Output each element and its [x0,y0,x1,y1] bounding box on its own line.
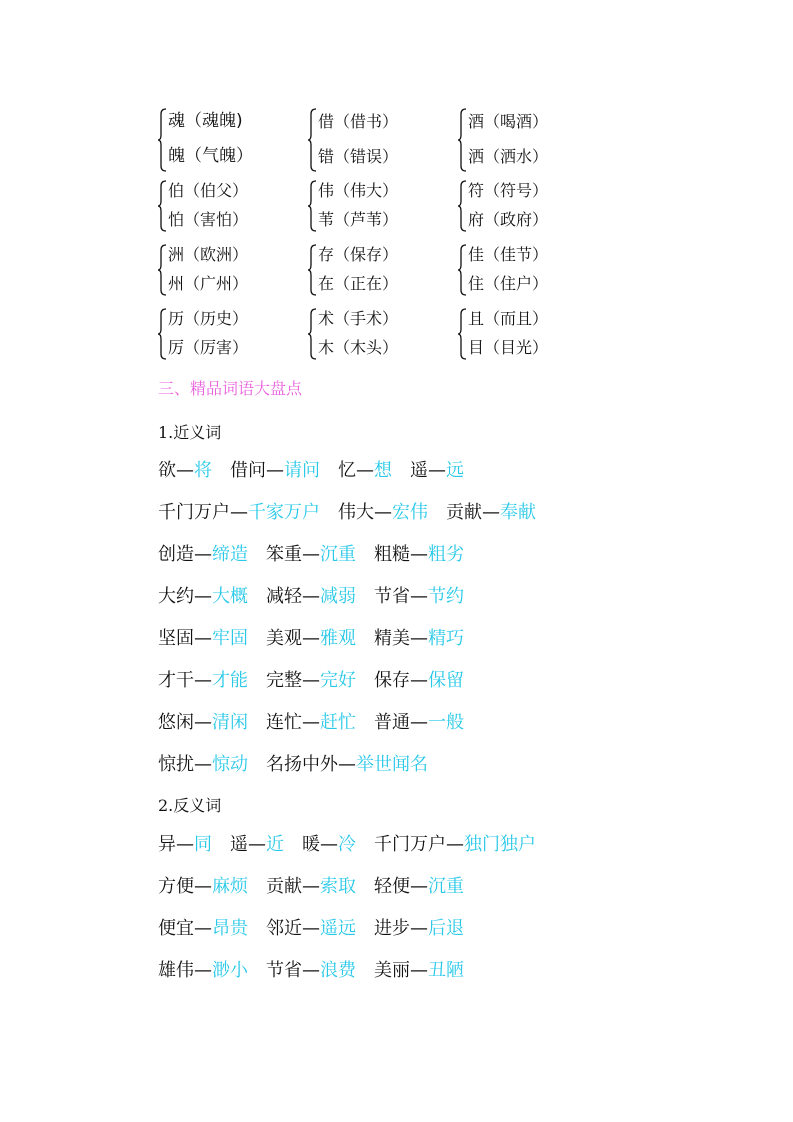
word-entry [158,744,248,786]
answer-word: 完好 [320,670,356,691]
pair-line: 怕（害怕） [168,210,249,229]
brace-icon [458,180,467,232]
pair-line: 州（广州） [168,274,249,293]
word: 美丽— [374,960,428,981]
answer-word: 丑陋 [428,960,464,981]
pair-line: 住（住户） [468,274,549,293]
answer-word: 保留 [428,670,464,691]
answer-word: 牢固 [212,628,248,649]
pair-line: 魂（魂魄) [168,111,243,131]
word: 遥— [230,834,266,855]
word: 遥— [410,460,446,481]
word: 保存— [374,670,428,691]
answer-word: 麻烦 [212,876,248,897]
pair-line: 且（而且） [468,309,549,328]
word-entry [266,950,356,992]
word: 贡献— [446,502,500,523]
word: 粗糙— [374,544,428,565]
word-entry [158,824,212,866]
word-line [158,534,554,576]
answer-word: 赶忙 [320,712,356,733]
answer-word: 遥远 [320,918,356,939]
answer-word: 清闲 [212,712,248,733]
word: 贡献— [266,876,320,897]
pair-row [158,304,578,368]
character-pairs [158,104,578,368]
answer-word: 昂贵 [212,918,248,939]
answer-word: 精巧 [428,628,464,649]
word-entry [302,824,356,866]
synonyms-list [158,450,554,786]
word-line [158,450,554,492]
word: 连忙— [266,712,320,733]
word-entry [446,492,536,534]
word: 大约— [158,586,212,607]
word-line [158,744,554,786]
word-entry [266,702,356,744]
answer-word: 千家万户 [248,502,320,523]
word: 千门万户— [158,502,248,523]
pair-line: 伟（伟大） [318,181,399,200]
antonyms-heading: 2.反义词 [158,796,222,815]
word: 节省— [374,586,428,607]
word: 悠闲— [158,712,212,733]
word-entry [266,744,428,786]
word-entry [374,908,464,950]
answer-word: 浪费 [320,960,356,981]
answer-word: 远 [446,460,464,481]
word: 完整— [266,670,320,691]
brace-icon [158,308,167,360]
word: 进步— [374,918,428,939]
pair-row [158,240,578,304]
answer-word: 缔造 [212,544,248,565]
word-entry [338,450,392,492]
pair-line: 酒（喝酒） [468,112,549,131]
word: 普通— [374,712,428,733]
word: 暖— [302,834,338,855]
word-line [158,576,554,618]
word: 精美— [374,628,428,649]
answer-word: 才能 [212,670,248,691]
answer-word: 索取 [320,876,356,897]
answer-word: 后退 [428,918,464,939]
brace-icon [308,108,317,172]
word-entry [338,492,428,534]
pair-line: 洲（欧洲） [168,245,249,264]
word: 异— [158,834,194,855]
word-line [158,702,554,744]
word: 美观— [266,628,320,649]
word-entry [374,660,464,702]
word-line [158,950,554,992]
answer-word: 近 [266,834,284,855]
word-line [158,492,554,534]
pair-line: 木（木头） [318,338,399,357]
word-line [158,908,554,950]
word: 创造— [158,544,212,565]
pair-line: 术（手术） [318,309,399,328]
pair-line: 在（正在） [318,274,399,293]
word-entry [158,660,248,702]
brace-icon [158,108,167,172]
pair-line: 苇（芦苇） [318,210,399,229]
word-entry [230,450,320,492]
synonyms-heading: 1.近义词 [158,423,222,442]
brace-icon [308,244,317,296]
section-title: 三、精品词语大盘点 [158,379,303,398]
answer-word: 雅观 [320,628,356,649]
brace-icon [158,180,167,232]
word: 减轻— [266,586,320,607]
answer-word: 粗劣 [428,544,464,565]
pair-line: 历（历史） [168,309,249,328]
word-entry [266,618,356,660]
word-line [158,660,554,702]
word: 才干— [158,670,212,691]
pair-line: 目（目光） [468,338,549,357]
word-entry [374,576,464,618]
pair-line: 符（符号） [468,181,549,200]
pair-row [158,104,578,176]
answer-word: 节约 [428,586,464,607]
word: 邻近— [266,918,320,939]
word: 千门万户— [374,834,464,855]
word: 笨重— [266,544,320,565]
answer-word: 宏伟 [392,502,428,523]
answer-word: 减弱 [320,586,356,607]
word: 借问— [230,460,284,481]
pair-line: 佳（佳节） [468,245,549,264]
pair-line: 魄（气魄） [168,146,253,166]
word-line [158,618,554,660]
word: 忆— [338,460,374,481]
word-entry [266,660,356,702]
word: 欲— [158,460,194,481]
answer-word: 冷 [338,834,356,855]
word-entry [158,702,248,744]
word-entry [158,866,248,908]
word-entry [374,950,464,992]
word-entry [158,576,248,618]
word-entry [158,908,248,950]
pair-line: 厉（厉害） [168,338,249,357]
answer-word: 渺小 [212,960,248,981]
answer-word: 奉献 [500,502,536,523]
answer-word: 想 [374,460,392,481]
word-entry [266,576,356,618]
brace-icon [458,108,467,172]
answer-word: 独门独户 [464,834,536,855]
word-entry [374,824,536,866]
answer-word: 举世闻名 [356,754,428,775]
word-entry [158,618,248,660]
answer-word: 请问 [284,460,320,481]
word: 名扬中外— [266,754,356,775]
answer-word: 惊动 [212,754,248,775]
pair-line: 洒（洒水） [468,147,549,166]
answer-word: 同 [194,834,212,855]
word-entry [374,618,464,660]
pair-line: 府（政府） [468,210,549,229]
word: 雄伟— [158,960,212,981]
word-line [158,824,554,866]
word-entry [230,824,284,866]
word-entry [374,534,464,576]
antonyms-list [158,824,554,992]
answer-word: 沉重 [320,544,356,565]
word-entry [410,450,464,492]
word-entry [158,950,248,992]
pair-line: 存（保存） [318,245,399,264]
word-line [158,866,554,908]
answer-word: 一般 [428,712,464,733]
answer-word: 大概 [212,586,248,607]
word: 伟大— [338,502,392,523]
word-entry [374,866,464,908]
word: 轻便— [374,876,428,897]
word: 方便— [158,876,212,897]
brace-icon [458,308,467,360]
answer-word: 将 [194,460,212,481]
brace-icon [458,244,467,296]
pair-row [158,176,578,240]
word: 惊扰— [158,754,212,775]
word-entry [266,908,356,950]
answer-word: 沉重 [428,876,464,897]
pair-line: 借（借书） [318,112,399,131]
word-entry [266,866,356,908]
word: 便宜— [158,918,212,939]
pair-line: 伯（伯父） [168,181,249,200]
word-entry [266,534,356,576]
brace-icon [308,308,317,360]
brace-icon [158,244,167,296]
word: 节省— [266,960,320,981]
word-entry [158,534,248,576]
brace-icon [308,180,317,232]
word-entry [158,492,320,534]
word-entry [158,450,212,492]
pair-line: 错（错误） [318,147,399,166]
word: 坚固— [158,628,212,649]
word-entry [374,702,464,744]
